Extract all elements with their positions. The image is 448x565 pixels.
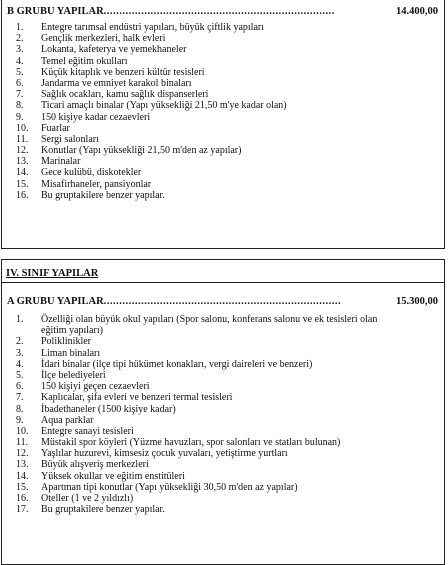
list-item-number: 6. [16, 77, 24, 89]
list-item-text: Büyük alışveriş merkezleri [41, 459, 149, 471]
list-item-text: Özelliği olan büyük okul yapıları (Spor salonu, konferans salonu ve ek tesisleri olan eğitim yapıları) [41, 314, 378, 337]
section-b-dots: .......................................................................... [103, 6, 335, 17]
list-item-number: 4. [16, 358, 24, 370]
list-item-number: 14. [16, 470, 29, 482]
list-item-text: Gece kulübü, diskotekler [41, 167, 142, 179]
list-item-number: 5. [16, 369, 24, 381]
list-item-text: Sağlık ocakları, kamu sağlık dispanserleri [41, 89, 209, 101]
list-item-number: 3. [16, 44, 24, 56]
list-item-text: Aqua parklar [41, 414, 94, 426]
section-a-heading: A GRUBU YAPILAR [7, 296, 104, 307]
list-item-text: Yüksek okullar ve eğitim enstitüleri [41, 470, 185, 482]
list-item-text: Poliklinikler [41, 336, 91, 348]
list-item-text: Liman binaları [41, 347, 101, 359]
list-item-text: İdari binalar (ilçe tipi hükümet konakları, vergi daireleri ve benzeri) [41, 358, 313, 370]
list-item-number: 15. [16, 178, 29, 190]
list-item-number: 3. [16, 347, 24, 359]
list-item-number: 10. [16, 425, 29, 437]
list-item-number: 1. [16, 314, 24, 325]
list-item-number: 2. [16, 336, 24, 348]
list-item-text: 150 kişiye kadar cezaevleri [41, 111, 151, 123]
list-item-text: Entegre sanayi tesisleri [41, 425, 134, 437]
class-iv-box [1, 259, 445, 565]
list-item-number: 17. [16, 504, 29, 516]
list-item-number: 13. [16, 459, 29, 471]
class-iv-title: IV. SINIF YAPILAR [6, 268, 99, 279]
list-item-text: Müstakil spor köyleri (Yüzme havuzları, spor salonları ve statları bulunan) [41, 437, 341, 449]
list-item-text: Oteller (1 ve 2 yıldızlı) [41, 493, 134, 505]
list-item-text: Küçük kitaplık ve benzeri kültür tesisleri [41, 66, 205, 78]
list-item-text: Sergi salonları [41, 133, 99, 145]
section-b-price: 14.400,00 [396, 6, 438, 17]
list-item-number: 6. [16, 381, 24, 393]
section-b-box [1, 0, 445, 249]
list-item-number: 13. [16, 156, 29, 168]
list-item-text: Konutlar (Yapı yüksekliği 21,50 m'den az yapılar) [41, 145, 242, 157]
list-item-number: 9. [16, 111, 24, 123]
list-item-number: 15. [16, 481, 29, 493]
list-item-number: 16. [16, 493, 29, 505]
list-item-text: Kaplıcalar, şifa evleri ve benzeri termal tesisleri [41, 392, 233, 404]
list-item-number: 1. [16, 22, 24, 33]
list-item-text: Fuarlar [41, 122, 70, 134]
section-a-price: 15.300,00 [396, 296, 438, 307]
list-item-number: 9. [16, 414, 24, 426]
list-item-text: Yaşlılar huzurevi, kimsesiz çocuk yuvaları, yetiştirme yurtları [41, 448, 288, 460]
list-item-number: 5. [16, 66, 24, 78]
list-item-text: Bu gruptakilere benzer yapılar. [41, 504, 165, 516]
list-item-number: 8. [16, 100, 24, 112]
list-item-number: 8. [16, 403, 24, 415]
list-item-number: 11. [16, 437, 29, 449]
list-item-text: Lokanta, kafeterya ve yemekhaneler [41, 44, 187, 56]
list-item-number: 7. [16, 89, 24, 101]
section-a-dots: ............................................................................ [103, 296, 342, 307]
list-item-number: 2. [16, 33, 24, 45]
list-item-text: Jandarma ve emniyet karakol binaları [41, 77, 192, 89]
list-item-text: Marinalar [41, 156, 81, 168]
section-b-heading: B GRUBU YAPILAR [7, 6, 104, 17]
list-item-text: İlçe belediyeleri [41, 369, 106, 381]
list-item-number: 16. [16, 189, 29, 201]
list-item-text: Entegre tarımsal endüstri yapıları, büyük çiftlik yapıları [41, 22, 264, 33]
list-item-number: 11. [16, 133, 29, 145]
list-item-number: 7. [16, 392, 24, 404]
list-item-text: Ticari amaçlı binalar (Yapı yüksekliği 21,50 m'ye kadar olan) [41, 100, 287, 112]
list-item-number: 12. [16, 448, 29, 460]
list-item-text: Gençlik merkezleri, halk evleri [41, 33, 166, 45]
list-item-text: İbadethaneler (1500 kişiye kadar) [41, 403, 176, 415]
list-item-number: 12. [16, 145, 29, 157]
section-b-heading-row [7, 6, 438, 17]
class-iv-divider [2, 282, 444, 283]
list-item-text: Bu gruptakilere benzer yapılar. [41, 189, 165, 201]
list-item-text: 150 kişiyi geçen cezaevleri [41, 381, 150, 393]
list-item-text: Apartman tipi konutlar (Yapı yüksekliği 30,50 m'den az yapılar) [41, 481, 298, 493]
list-item-number: 10. [16, 122, 29, 134]
list-item-number: 4. [16, 55, 24, 67]
section-a-heading-row [7, 296, 438, 307]
list-item-text: Misafirhaneler, pansiyonlar [41, 178, 152, 190]
list-item-number: 14. [16, 167, 29, 179]
list-item-text: Temel eğitim okulları [41, 55, 128, 67]
